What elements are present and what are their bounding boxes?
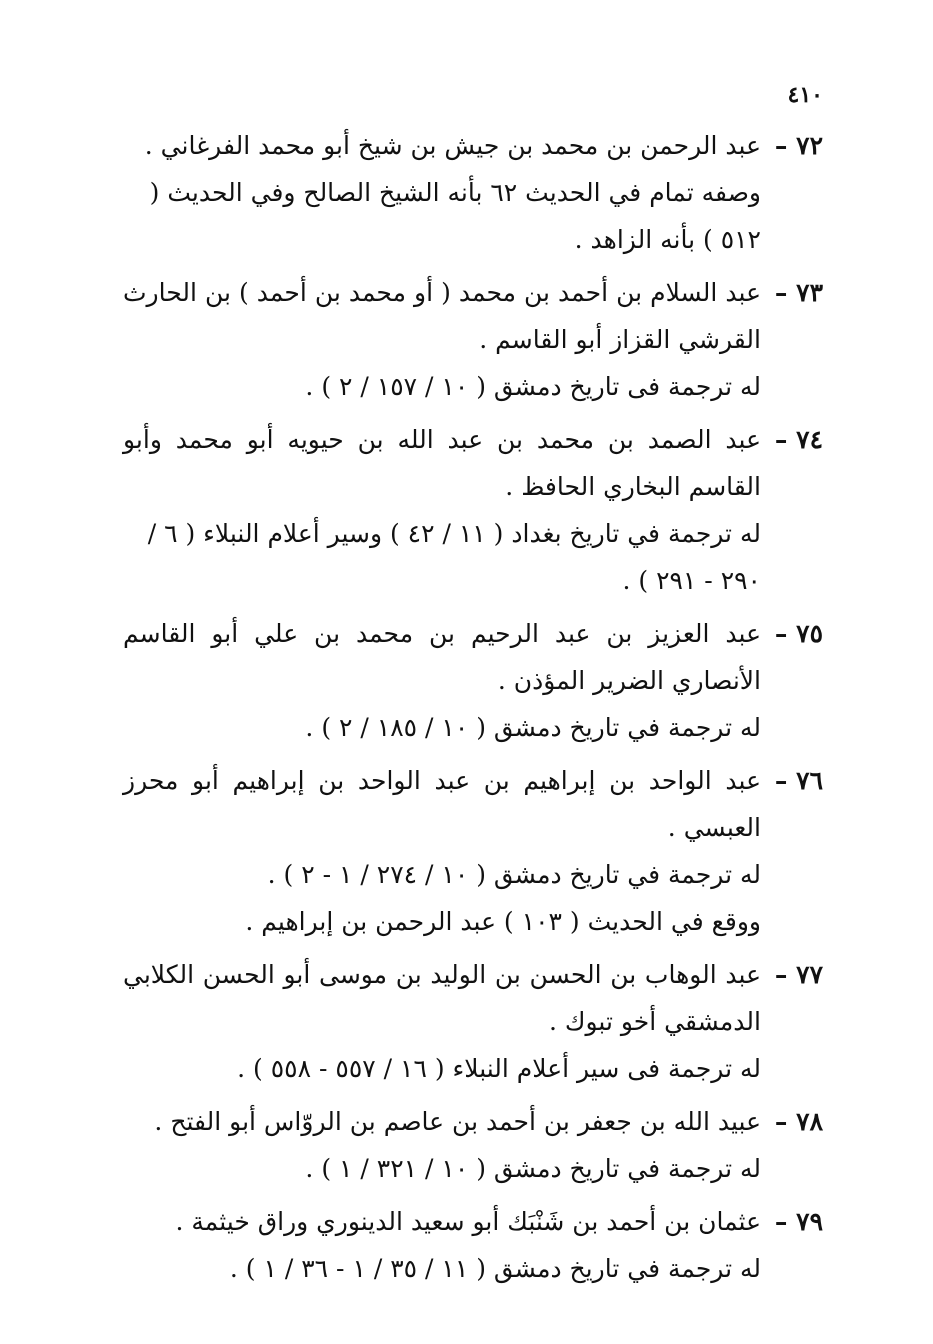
entry-name: عبد السلام بن أحمد بن محمد ( أو محمد بن أحمد ) بن الحارث القرشي القزاز أبو القاسم .	[123, 278, 762, 354]
entry-number: ٧٣ –	[774, 278, 823, 307]
entry-number: ٧٧ –	[774, 960, 823, 989]
entry-74	[123, 416, 823, 604]
entry-77	[123, 951, 823, 1092]
entry-76	[123, 757, 823, 945]
entry-72	[123, 122, 823, 263]
entry-name: عبد الرحمن بن محمد بن جيش بن شيخ أبو محمد الفرغاني .	[144, 131, 761, 160]
entry-name: عبد العزيز بن عبد الرحيم بن محمد بن علي أبو القاسم الأنصاري الضرير المؤذن .	[123, 619, 761, 695]
entry-73	[123, 269, 823, 410]
entry-note: له ترجمة فى سير أعلام النبلاء ( ١٦ / ٥٥٧ - ٥٥٨ ) .	[237, 1054, 761, 1083]
entry-note: له ترجمة فى تاريخ دمشق ( ١٠ / ١٥٧ / ٢ ) .	[305, 372, 761, 401]
entry-note: ووقع في الحديث ( ١٠٣ ) عبد الرحمن بن إبراهيم .	[245, 907, 761, 936]
entry-75	[123, 610, 823, 751]
entry-78	[123, 1098, 823, 1192]
biography-entries	[123, 122, 823, 1298]
entry-note: وصفه تمام في الحديث ٦٢ بأنه الشيخ الصالح وفي الحديث ( ٥١٢ ) بأنه الزاهد .	[149, 178, 761, 254]
entry-number: ٧٨ –	[774, 1107, 823, 1136]
entry-note: له ترجمة في تاريخ دمشق ( ١٠ / ٢٧٤ / ١ - ٢ ) .	[267, 860, 761, 889]
entry-note: له ترجمة في تاريخ دمشق ( ١٠ / ٣٢١ / ١ ) .	[305, 1154, 761, 1183]
entry-79	[123, 1198, 823, 1292]
entry-name: عبد الصمد بن محمد بن عبد الله بن حيويه أبو محمد وأبو القاسم البخاري الحافظ .	[123, 425, 761, 501]
entry-number: ٧٩ –	[774, 1207, 823, 1236]
entry-note: له ترجمة في تاريخ دمشق ( ١٠ / ١٨٥ / ٢ ) .	[305, 713, 761, 742]
entry-name: عبد الواحد بن إبراهيم بن عبد الواحد بن إبراهيم أبو محرز العبسي .	[123, 766, 761, 842]
entry-note: له ترجمة في تاريخ دمشق ( ١١ / ٣٥ / ١ - ٣٦ / ١ ) .	[229, 1254, 761, 1283]
page-number: ٤١٠	[787, 82, 823, 108]
entry-name: عبيد الله بن جعفر بن أحمد بن عاصم بن الروّاس أبو الفتح .	[154, 1107, 761, 1136]
entry-number: ٧٦ –	[774, 766, 823, 795]
entry-number: ٧٥ –	[774, 619, 823, 648]
entry-note: له ترجمة في تاريخ بغداد ( ١١ / ٤٢ ) وسير أعلام النبلاء ( ٦ / ٢٩٠ - ٢٩١ ) .	[147, 519, 761, 595]
entry-name: عبد الوهاب بن الحسن بن الوليد بن موسى أبو الحسن الكلابي الدمشقي أخو تبوك .	[123, 960, 761, 1036]
entry-number: ٧٤ –	[774, 425, 823, 454]
entry-number: ٧٢ –	[774, 131, 823, 160]
entry-name: عثمان بن أحمد بن شَنْبَك أبو سعيد الدينوري وراق خيثمة .	[175, 1207, 761, 1236]
